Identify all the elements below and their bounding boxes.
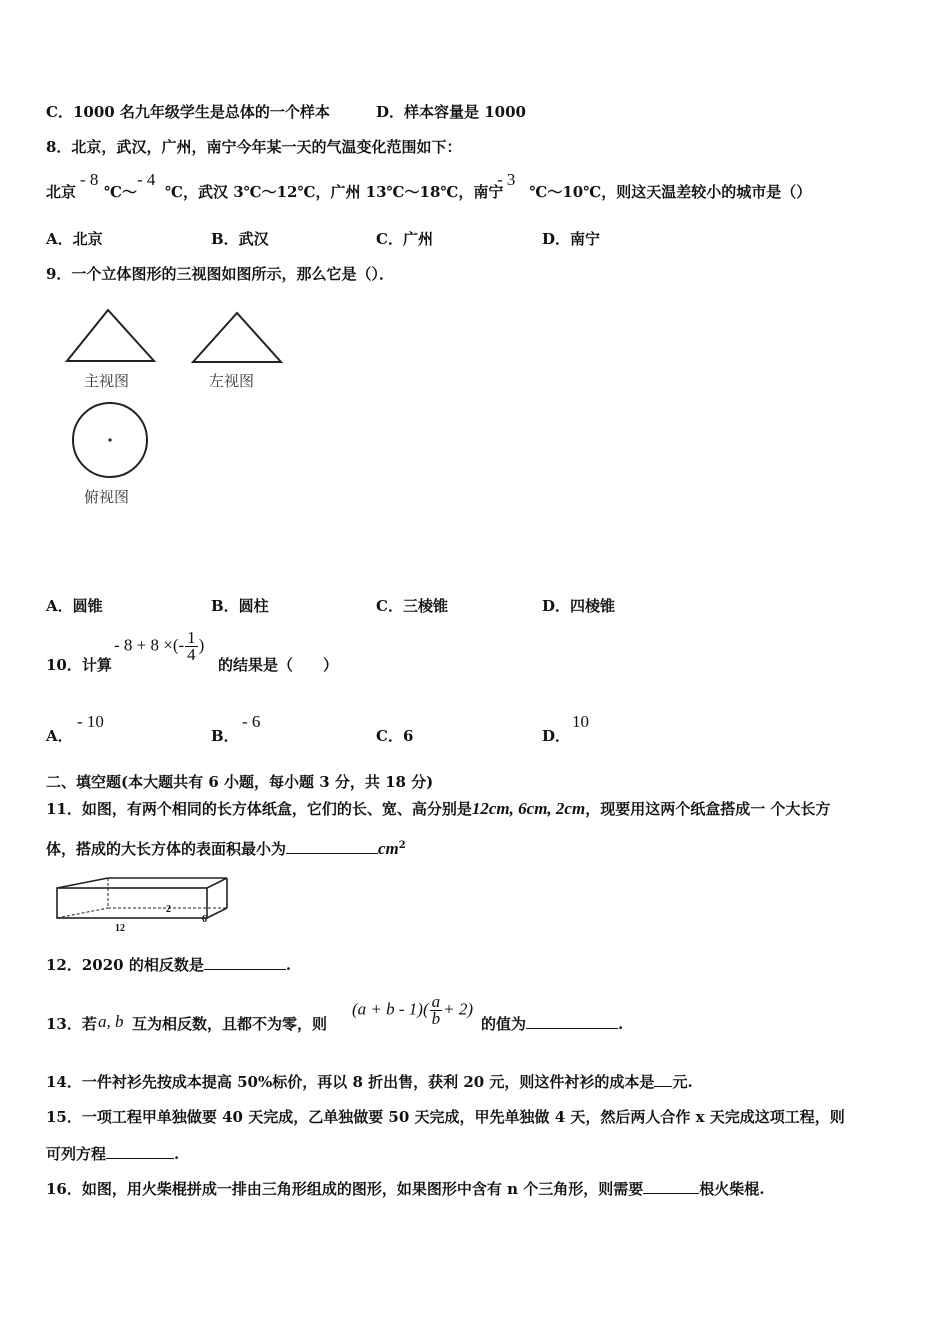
q10-option-a-label: A．	[46, 727, 73, 745]
top-view-center-dot	[108, 438, 111, 441]
q13-text-a: 13．若	[46, 1015, 97, 1033]
q10-frac-num: 1	[187, 628, 196, 647]
q11-unit-exp: 2	[398, 840, 406, 851]
q16-answer-blank[interactable]	[643, 1179, 699, 1194]
q8-text-c: ℃，武汉 3℃～12℃，广州 13℃～18℃，南宁	[165, 183, 504, 201]
q9-option-d: D．四棱锥	[542, 597, 616, 615]
q12-end: .	[285, 956, 292, 974]
q12-text: 12．2020 的相反数是	[46, 956, 204, 974]
q8-line	[46, 182, 811, 202]
q7-option-d: D．样本容量是 1000	[376, 103, 526, 121]
q16-end: 根火柴棍.	[699, 1180, 765, 1198]
q15-line2	[46, 1144, 179, 1164]
q13-frac-den: b	[431, 1009, 441, 1028]
q9-stem: 9．一个立体图形的三视图如图所示，那么它是（）．	[46, 265, 394, 283]
q8-neg8: - 8	[80, 170, 99, 189]
q14-end: 元.	[672, 1073, 693, 1091]
q10-option-c	[376, 726, 413, 746]
q10-expr-a: - 8 + 8 ×(-	[114, 635, 185, 655]
box-hidden-edge-1	[57, 908, 108, 918]
q8-text-d: ℃～10℃，则这天温差较小的城市是（）	[529, 183, 812, 201]
q8-text-b: ℃～	[104, 183, 137, 201]
q11-line1-a: 11．如图，有两个相同的长方体纸盒，它们的长、宽、高分别是	[46, 800, 472, 818]
q13-frac-num: a	[431, 992, 441, 1011]
q8-stem: 8．北京，武汉，广州，南宁今年某一天的气温变化范围如下：	[46, 138, 462, 156]
q10-option-c-value: 6	[402, 727, 414, 745]
q10-option-d-value: 10	[572, 712, 589, 731]
q13-text-c: 的值为	[481, 1015, 527, 1033]
q10-option-b-label: B．	[211, 727, 239, 745]
box-edge-bottom-right	[207, 908, 227, 918]
q10-frac-den: 4	[187, 645, 196, 664]
q13-fraction	[430, 994, 443, 1027]
q12-answer-blank[interactable]	[204, 955, 286, 970]
q10-stem-a: 10．计算	[46, 656, 112, 674]
q12-line	[46, 955, 291, 975]
q15-line2-text: 可列方程	[46, 1145, 107, 1163]
q14-answer-blank[interactable]	[654, 1072, 672, 1087]
q8-option-c: C．广州	[376, 230, 433, 248]
q9-option-a: A．圆锥	[46, 597, 103, 615]
q10-expression	[114, 630, 204, 663]
front-view-label: 主视图	[84, 372, 130, 390]
q11-box-figure	[52, 872, 242, 934]
front-view-triangle	[67, 310, 154, 361]
q14-text: 14．一件衬衫先按成本提高 50%标价，再以 8 折出售，获利 20 元，则这件衬衫的成本是	[46, 1073, 655, 1091]
box-length-label: 12	[115, 923, 125, 934]
q10-option-c-label: C．	[376, 727, 403, 745]
q9-three-views-figure	[60, 305, 300, 515]
q13-vars: a, b	[98, 1012, 124, 1031]
q11-line2	[46, 836, 406, 859]
q16-text: 16．如图，用火柴棍拼成一排由三角形组成的图形，如果图形中含有 n 个三角形，则需要	[46, 1180, 644, 1198]
q10-option-a-value: - 10	[77, 712, 104, 731]
q8-neg3: - 3	[497, 170, 516, 189]
q10-option-d-label: D．	[542, 727, 571, 745]
q7-option-c: C．1000 名九年级学生是总体的一个样本	[46, 103, 330, 121]
q10-option-b-value: - 6	[242, 712, 261, 731]
section-2-title: 二、填空题(本大题共有 6 小题，每小题 3 分，共 18 分)	[46, 773, 434, 791]
q16-line	[46, 1179, 764, 1199]
q13-tail	[481, 1014, 623, 1034]
q8-neg4: - 4	[137, 170, 156, 189]
box-height-label: 2	[166, 904, 171, 915]
q10-expr-b: )	[198, 635, 205, 655]
q15-answer-blank[interactable]	[106, 1144, 174, 1159]
q11-line2-text: 体，搭成的大长方体的表面积最小为	[46, 840, 287, 858]
q11-line1-b: ，现要用这两个纸盒搭成一 个大长方	[585, 800, 831, 818]
q8-text-beijing: 北京	[46, 183, 77, 201]
q11-dims: 12cm, 6cm, 2cm	[471, 799, 586, 818]
q10-stem-b: 的结果是（ ）	[218, 656, 339, 674]
q10-fraction	[185, 630, 198, 663]
q11-unit: cm	[378, 839, 399, 858]
top-view-label: 俯视图	[84, 488, 130, 506]
q11-line1	[46, 799, 830, 819]
q13-answer-blank[interactable]	[526, 1014, 618, 1029]
q13-expr2: + 2)	[443, 999, 474, 1019]
q8-option-b: B．武汉	[211, 230, 269, 248]
left-view-triangle	[193, 313, 281, 362]
q13-expression	[352, 994, 473, 1027]
q11-answer-blank[interactable]	[286, 839, 378, 854]
q15-line1: 15．一项工程甲单独做要 40 天完成，乙单独做要 50 天完成，甲先单独做 4 天，然后两人合作 x 天完成这项工程，则	[46, 1108, 845, 1126]
q9-option-c: C．三棱锥	[376, 597, 448, 615]
box-edge-top-right	[207, 878, 227, 888]
q13-text-b: 互为相反数，且都不为零，则	[132, 1015, 328, 1033]
q8-option-a: A．北京	[46, 230, 103, 248]
left-view-label: 左视图	[209, 372, 255, 390]
box-width-label: 6	[202, 914, 207, 925]
q15-end: .	[174, 1145, 180, 1163]
q13-end: .	[618, 1015, 624, 1033]
q13-expr1: (a + b - 1)(	[352, 999, 429, 1019]
q14-line	[46, 1072, 693, 1092]
box-edge-top-left	[57, 878, 108, 888]
q8-option-d: D．南宁	[542, 230, 601, 248]
q9-option-b: B．圆柱	[211, 597, 269, 615]
